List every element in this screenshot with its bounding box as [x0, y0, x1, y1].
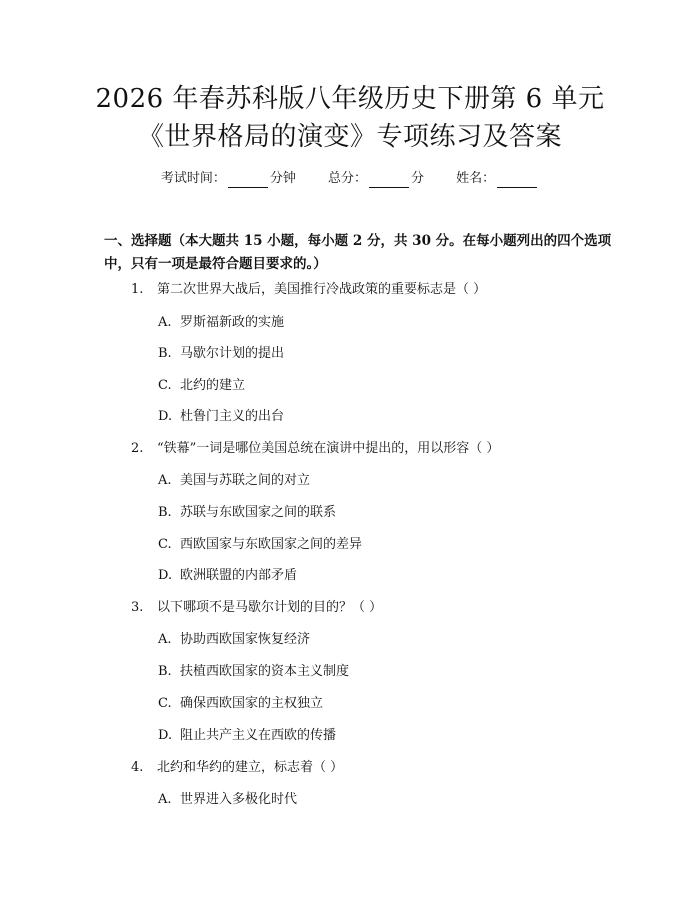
option-text: 确保西欧国家的主权独立 [180, 696, 324, 711]
option-letter: A. [158, 315, 172, 330]
option-letter: C. [158, 537, 172, 552]
option-letter: D. [158, 409, 173, 424]
question-text: “铁幕”一词是哪位美国总统在演讲中提出的，用以形容（ ） [157, 441, 500, 456]
option-text: 马歇尔计划的提出 [180, 346, 285, 361]
option-letter: C. [158, 696, 172, 711]
question-1-option-c [158, 377, 598, 395]
question-2 [131, 440, 611, 458]
option-letter: C. [158, 378, 172, 393]
question-1-option-d [158, 408, 598, 426]
question-1-option-a [158, 314, 598, 332]
exam-name [456, 170, 539, 188]
exam-name-blank [497, 173, 537, 188]
option-letter: D. [158, 568, 173, 583]
option-text: 杜鲁门主义的出台 [180, 409, 285, 424]
option-text: 美国与苏联之间的对立 [180, 473, 311, 488]
option-letter: B. [158, 346, 172, 361]
option-text: 欧洲联盟的内部矛盾 [180, 568, 298, 583]
question-3-option-c [158, 695, 598, 713]
option-text: 扶植西欧国家的资本主义制度 [180, 664, 350, 679]
option-text: 罗斯福新政的实施 [180, 315, 285, 330]
document-title-line-2: 《世界格局的演变》专项练习及答案 [137, 122, 562, 152]
question-number: 1. [131, 282, 144, 297]
question-number: 3. [131, 600, 144, 615]
option-letter: B. [158, 664, 172, 679]
option-text: 阻止共产主义在西欧的传播 [180, 728, 337, 743]
question-2-option-a [158, 472, 598, 490]
option-text: 北约的建立 [180, 378, 246, 393]
exam-score-unit: 分 [411, 171, 425, 186]
exam-score-label: 总分： [327, 171, 367, 186]
question-3-option-a [158, 631, 598, 649]
option-text: 西欧国家与东欧国家之间的差异 [180, 537, 363, 552]
question-4-option-a [158, 791, 598, 809]
exam-time-unit: 分钟 [269, 171, 296, 186]
exam-score-blank [369, 173, 409, 188]
question-number: 4. [131, 760, 144, 775]
question-4 [131, 759, 611, 777]
option-letter: B. [158, 505, 172, 520]
option-letter: A. [158, 632, 172, 647]
question-2-option-b [158, 504, 598, 522]
option-text: 世界进入多极化时代 [180, 792, 298, 807]
question-text: 第二次世界大战后，美国推行冷战政策的重要标志是（ ） [157, 282, 487, 297]
question-1 [131, 281, 611, 299]
question-3-option-b [158, 663, 598, 681]
question-text: 北约和华约的建立，标志着（ ） [157, 760, 344, 775]
exam-time [161, 170, 296, 188]
exam-name-label: 姓名： [456, 171, 496, 186]
question-text: 以下哪项不是马歇尔计划的目的？（ ） [157, 600, 383, 615]
question-number: 2. [131, 441, 144, 456]
exam-info [0, 170, 700, 188]
option-letter: A. [158, 792, 172, 807]
question-3-option-d [158, 727, 598, 745]
option-text: 苏联与东欧国家之间的联系 [180, 505, 337, 520]
exam-score [328, 170, 424, 188]
exam-time-blank [228, 173, 268, 188]
option-letter: D. [158, 728, 173, 743]
exam-time-label: 考试时间： [160, 171, 226, 186]
option-text: 协助西欧国家恢复经济 [180, 632, 311, 647]
question-3 [131, 599, 611, 617]
question-2-option-d [158, 567, 598, 585]
document-title-line-1: 2026 年春苏科版八年级历史下册第 6 单元 [95, 84, 605, 114]
question-1-option-b [158, 345, 598, 363]
question-2-option-c [158, 536, 598, 554]
option-letter: A. [158, 473, 172, 488]
section-heading: 一、选择题（本大题共 15 小题，每小题 2 分，共 30 分。在每小题列出的四个选项中，只有一项是最符合题目要求的。） [104, 233, 612, 272]
